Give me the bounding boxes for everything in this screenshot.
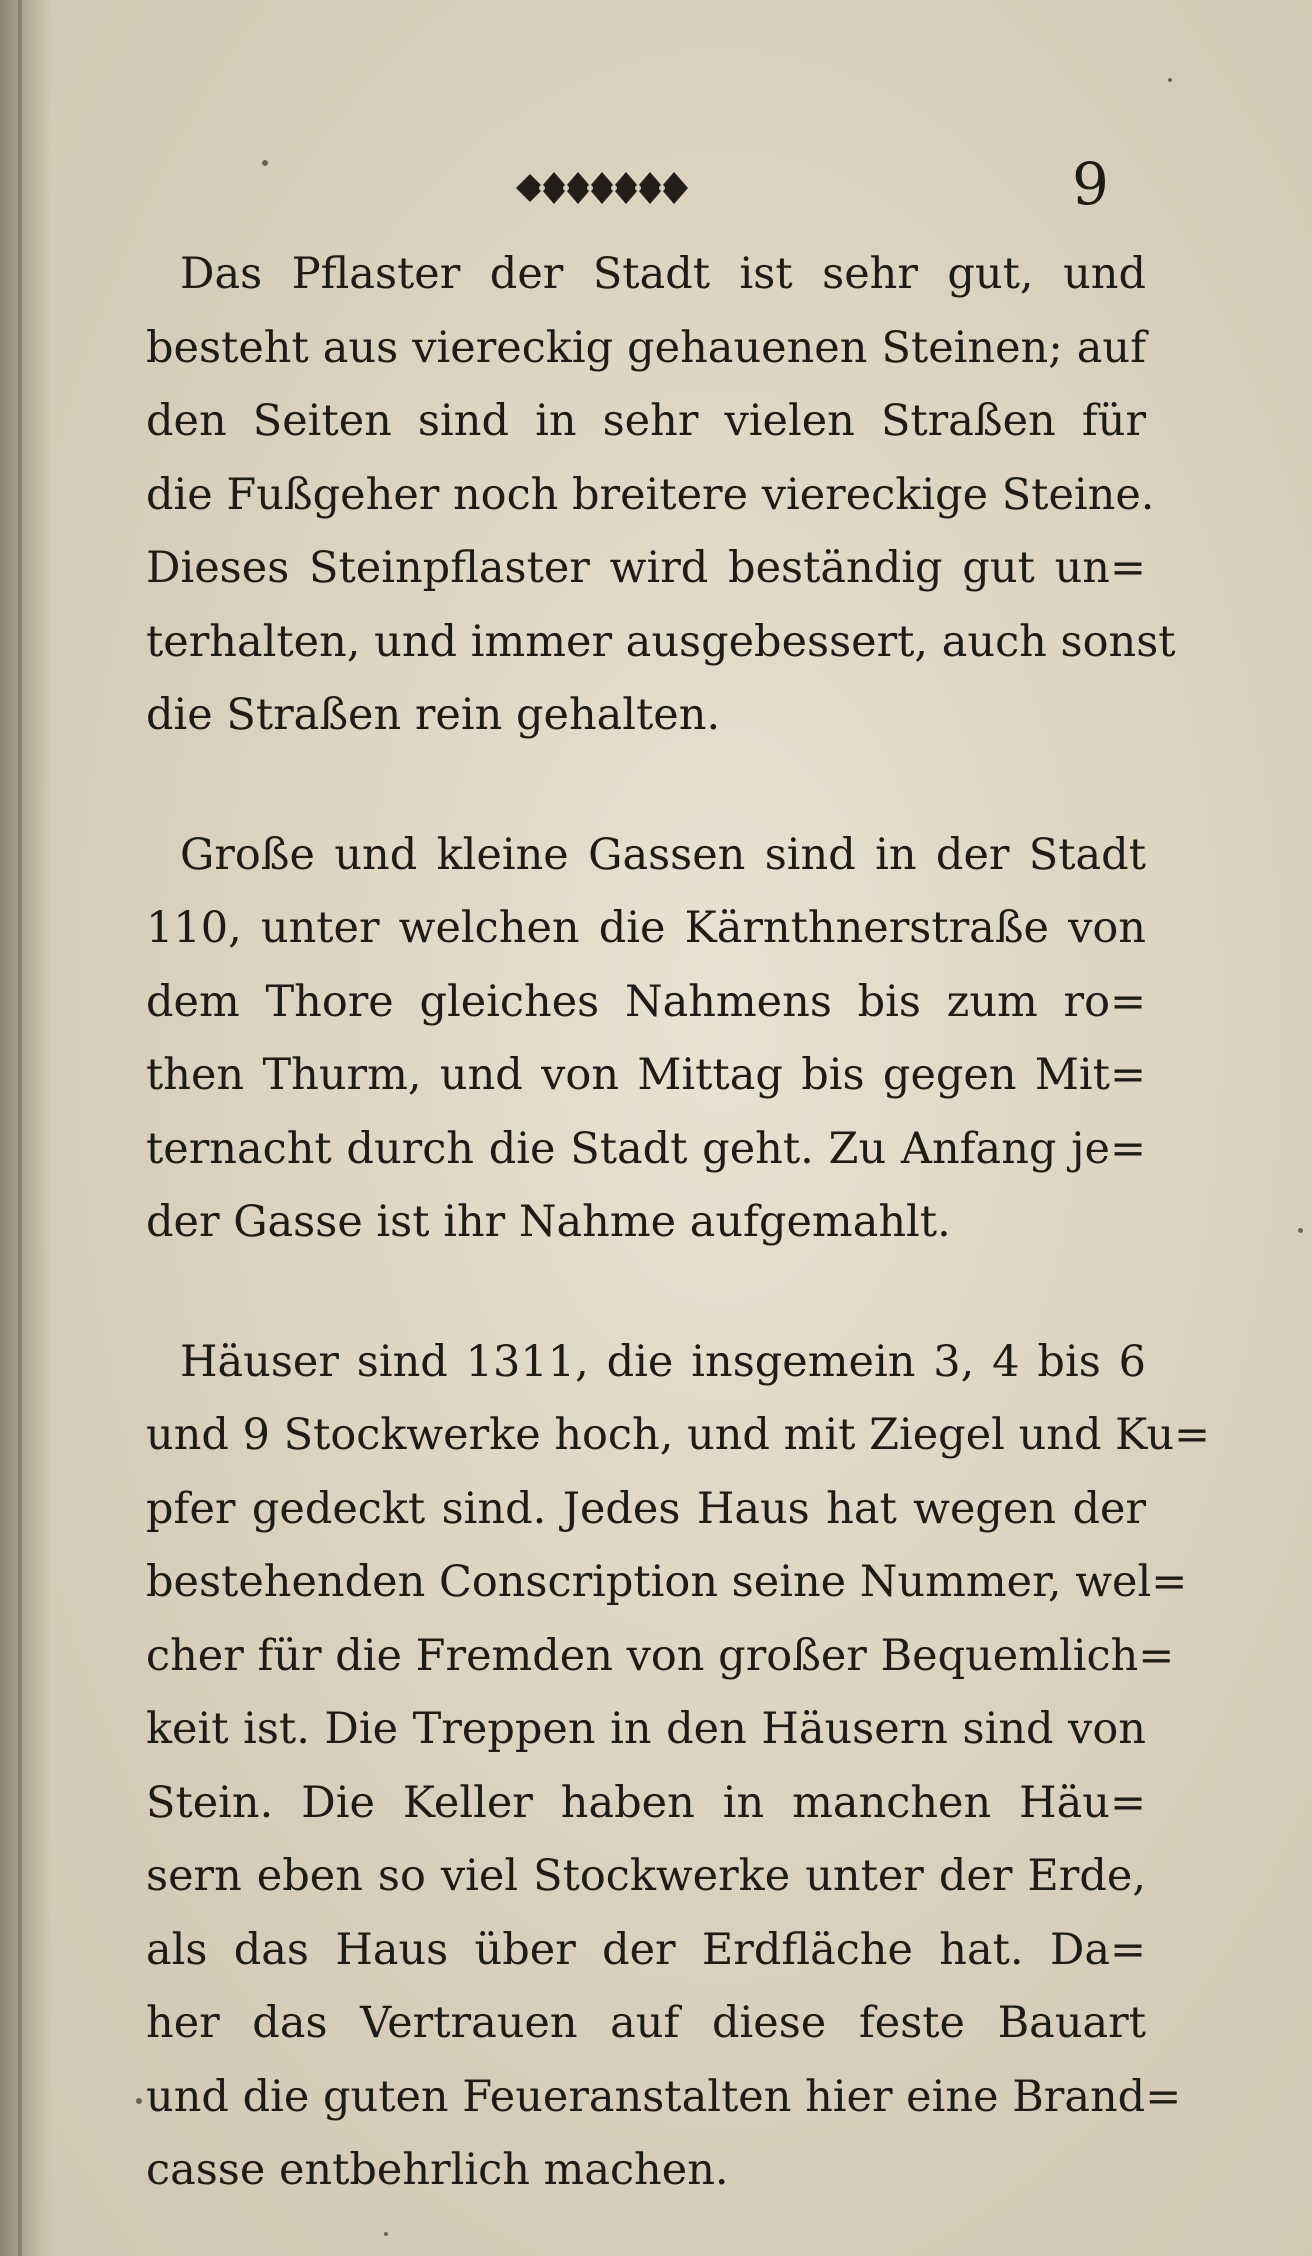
paper-speck bbox=[1298, 1228, 1303, 1233]
text-line: Häuser sind 1311, die insgemein 3, 4 bis 6 bbox=[180, 1336, 1146, 1387]
paragraph-1 bbox=[146, 238, 1176, 753]
header-ornament bbox=[512, 158, 692, 218]
text-line: casse entbehrlich machen. bbox=[146, 2145, 729, 2195]
paragraph-2 bbox=[146, 819, 1146, 1260]
text-line: Große und kleine Gassen sind in der Stadt bbox=[180, 829, 1146, 880]
text-line: die Straßen rein gehalten. bbox=[146, 690, 721, 740]
text-line: then Thurm, und von Mittag bis gegen Mit= bbox=[146, 1050, 1146, 1100]
text-line: cher für die Fremden von großer Bequemlich= bbox=[146, 1630, 1175, 1681]
book-spine-shadow bbox=[0, 0, 52, 2256]
text-line: die Fußgeher noch breitere viereckige Steine. bbox=[146, 469, 1155, 520]
text-line: als das Haus über der Erdfläche hat. Da= bbox=[146, 1924, 1146, 1975]
text-line: Dieses Steinpflaster wird beständig gut un= bbox=[146, 543, 1146, 593]
text-line: und die guten Feueranstalten hier eine Brand= bbox=[146, 2071, 1182, 2122]
text-line: bestehenden Conscription seine Nummer, wel= bbox=[146, 1557, 1188, 1607]
text-line: dem Thore gleiches Nahmens bis zum ro= bbox=[146, 976, 1146, 1027]
text-line: den Seiten sind in sehr vielen Straßen für bbox=[146, 396, 1146, 446]
text-line: der Gasse ist ihr Nahme aufgemahlt. bbox=[146, 1197, 951, 1247]
paper-speck bbox=[1168, 78, 1172, 82]
paper-speck bbox=[136, 2098, 142, 2104]
text-line: keit ist. Die Treppen in den Häusern sind von bbox=[146, 1704, 1146, 1754]
text-line: 110, unter welchen die Kärnthnerstraße von bbox=[146, 903, 1146, 953]
text-line: Stein. Die Keller haben in manchen Häu= bbox=[146, 1777, 1146, 1828]
text-line: her das Vertrauen auf diese feste Bauart bbox=[146, 1998, 1146, 2048]
text-line: besteht aus viereckig gehauenen Steinen; auf bbox=[146, 322, 1146, 373]
paper-speck bbox=[262, 160, 268, 166]
text-line: ternacht durch die Stadt geht. Zu Anfang je= bbox=[146, 1123, 1146, 1174]
text-line: und 9 Stockwerke hoch, und mit Ziegel und Ku= bbox=[146, 1410, 1211, 1460]
text-line: pfer gedeckt sind. Jedes Haus hat wegen der bbox=[146, 1483, 1146, 1534]
text-line: terhalten, und immer ausgebessert, auch sonst bbox=[146, 616, 1176, 667]
text-line: Das Pflaster der Stadt ist sehr gut, und bbox=[180, 249, 1146, 299]
page-edge-line bbox=[18, 0, 22, 2256]
page-number: 9 bbox=[1072, 150, 1109, 218]
paragraph-3 bbox=[146, 1326, 1211, 2208]
paper-speck bbox=[384, 2232, 388, 2236]
text-line: sern eben so viel Stockwerke unter der Erde, bbox=[146, 1851, 1146, 1901]
body-text bbox=[146, 238, 1211, 2208]
